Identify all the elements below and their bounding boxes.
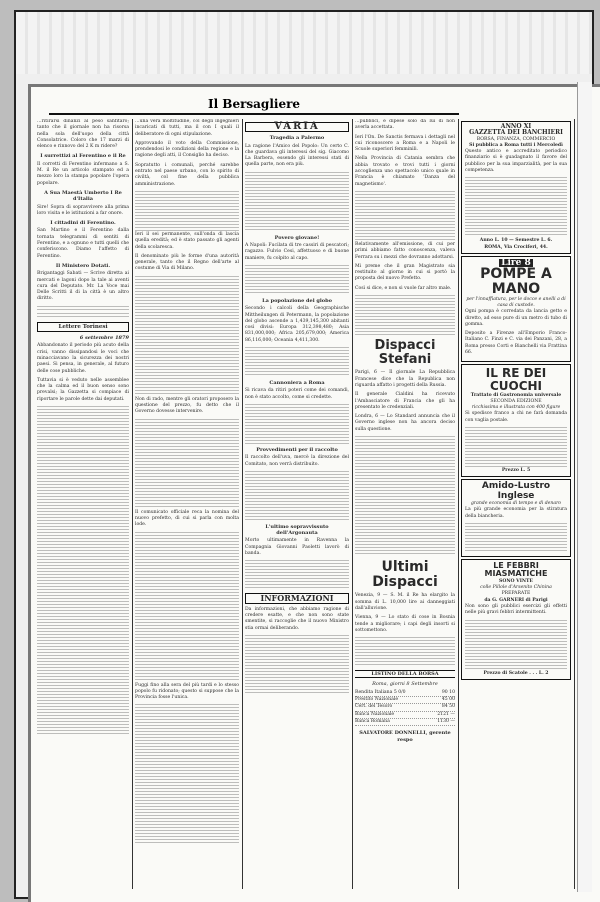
article-text: Londra, 6 — Lo Standard annuncia che il Governo inglese non ha ancora deciso sulla questione. <box>355 414 455 432</box>
borsa-row-value: 90 10 <box>441 689 455 695</box>
text-lines <box>465 177 567 237</box>
column-2 <box>135 119 239 889</box>
borsa-row-label: Banca Nazionale <box>355 711 395 717</box>
ad-title: GAZZETTA DEI BANCHIERI <box>469 129 563 137</box>
section-heading-varia: VARIA <box>245 122 349 132</box>
article-text: Il generale Cialdini ha ricevuto l'Ambasciatore di Francia che gli ha presentato le credenziali. <box>355 392 455 410</box>
borsa-heading: LISTINO DELLA BORSA <box>355 670 455 678</box>
article-text: Brigantaggi Sabati — Scrive diretta ai mercati e lagoni dopo la tale ai aventi cura del Deputato. Mr. La Voce mai Delle Scritti il di la città è un altro diritto. <box>37 271 129 302</box>
article-text: Abbandonato il periodo più acuto della crisi, vanno dissipandosi le voci che minacciavano la sicurezza dei nostri paesi. Si pensa, in generale, al futuro delle cose pubbliche. <box>37 343 129 374</box>
borsa-row-label: Cert. del Tesoro <box>355 704 393 710</box>
text-lines <box>245 172 349 232</box>
ad-subtitle: SONO VINTE <box>499 578 533 584</box>
article-text: Così si dice, e non si vuole far altro male. <box>355 285 452 291</box>
text-lines <box>245 347 349 377</box>
article-heading: I cittadini di Ferentino. <box>50 220 116 227</box>
article-heading: Provvedimenti per il raccolto <box>256 446 338 453</box>
article-text: Approvando il voto della Commissione, prendendosi le condizioni della regione e la ragione degli atti, il Consiglio ha deciso. <box>135 140 239 159</box>
column-rule <box>242 119 243 889</box>
text-lines <box>245 404 349 444</box>
text-lines <box>245 635 349 695</box>
ad-text: Si spedisce franco a chi ne farà domanda con vaglia postale. <box>465 411 567 423</box>
column-rule <box>574 119 575 889</box>
text-lines <box>245 471 349 521</box>
text-lines <box>245 265 349 295</box>
text-lines <box>355 637 455 667</box>
article-heading: Povero giovane! <box>274 234 320 241</box>
borsa-row <box>355 712 455 719</box>
ad-subtitle: PREPARATE <box>501 591 531 597</box>
text-lines <box>135 532 239 682</box>
article-text: Parigi, 6 — Il giornale La Repubblica Francese dice che la Republica non riguarda affatto i progetti della Russia. <box>355 370 455 388</box>
text-lines <box>135 704 239 844</box>
article-text: Venezia, 9 — S. M. il Re ha elargito la somma di L. 10,000 lire ai danneggiati dall'alluvione. <box>355 593 455 611</box>
borsa-row <box>355 704 455 711</box>
ad-text: Questo antico e accreditato periodico finanziario si è guadagnato il favore del pubblico per la sua imparzialità, per la sua competenza. <box>465 149 567 174</box>
borsa-row <box>355 690 455 697</box>
ad-gazzetta <box>461 121 571 254</box>
borsa-row-value: 2121 — <box>437 711 455 717</box>
borsa-subheading: Roma, giorni 8 Settembre <box>372 681 438 688</box>
ad-price: Prezzo di Scatole . . . L. 2 <box>483 670 549 676</box>
section-heading-dispacci: Dispacci Stefani <box>374 338 436 367</box>
borsa-table <box>355 690 455 726</box>
article-heading: A Sua Maestà Umberto I Re d'Italia <box>44 189 122 203</box>
ad-text: Non sono gli pubblici esercizi gli effetti nelle più gravi febbri intermittenti. <box>465 604 567 616</box>
article-text: Il corretti di Ferentino infermano a S. M. il Re un articolo stampato ed a mezzo loro la stampa popolare l'opera popolare. <box>37 161 129 186</box>
ad-subtitle: per l'innaffiatura, per le docce e anelli a di casa di custode. <box>466 296 566 308</box>
article-text: Ieri il sei permanente, sull'onda di lascia quella eredità; ed è stato passato gli agenti della scolaresca. <box>135 231 239 250</box>
article-heading: Tragedia a Palermo <box>269 135 325 142</box>
article-text: …ritirarsi dinanzi al peso sanfitaro; tanto che il giornale non ha risorsa nella sola dell'uopo della città Consolatrice. Coloro che 17 marzi di elenco e rinnovo del 2 K m ridere? <box>37 119 129 150</box>
article-text: Sire! Sopra di sopravvivere alla prima loro visita e le istituzioni a far onore. <box>37 204 129 216</box>
article-text: Ieri l'On. De Sanctis fermava i dettagli nel cui riconoscere a Roma e a Napoli le Scuole superiori femminili. <box>355 134 455 153</box>
ad-price: Anno L. 10 — Semestre L. 6. <box>479 238 553 244</box>
ad-subtitle: colle Pillole d'Arsenito Chinina <box>480 585 552 591</box>
ad-title: POMPE A MANO <box>480 266 552 297</box>
article-text: Si ricava da ritiri poteri come dei comandi, non è stato accolto, come si credette. <box>245 388 349 400</box>
ad-text: Deposito a Firenze all'Emporio Franco-Italiano C. Finzi e C. via dei Panzani, 28, a Roma presso Corti e Bianchelli via Frattina 66. <box>465 331 567 356</box>
ad-febbri <box>461 559 571 680</box>
article-text: Sopratutto i comunali, perché sarebbe entrato nel paese urbano, con lo spirito di civiltà, col fine della pubblica amministrazione. <box>135 162 239 187</box>
article-text: …una vera moltitudine, col degli ingegnieri incaricati di tutti, ma il con I quali il deliberatore di ogni stipulazione. <box>135 119 239 137</box>
ad-subtitle: Trattato di Gastronomia universale <box>470 392 562 398</box>
article-text: Da informazioni, che abbiamo ragione di credere esatte, e che non sono state smentite, si raccoglie che il nuovo Ministro stia ormai deliberando. <box>245 606 349 631</box>
article-heading: Cannoniera a Roma <box>269 380 325 387</box>
scan-frame <box>14 10 594 899</box>
ad-subtitle: grande economia di tempo e di denaro <box>470 501 562 507</box>
article-heading: I surrettizi al Ferentino e il Re <box>40 153 126 160</box>
article-text: A Napoli: Fucilata di tre cassiri di pescatori; ragazzo. Fulvio Cesi, affettuoso e di buone maniere, fu colpito al capo. <box>245 243 349 261</box>
article-text: Secondo i calcoli della Geographische Mittheilungen di Petermann, la popolazione del globo ascende a 1,439,145,300 abitanti così divisi: Europa 312,398,480; Asia 831,000,000; Africa 205,679,000; America 86,116,000; Oceania 4,411,300. <box>245 306 349 343</box>
newspaper-page <box>28 84 600 902</box>
ad-title: Amido-Lustro Inglese <box>481 481 551 501</box>
borsa-row-label: Banca Romana <box>355 718 390 724</box>
ad-subtitle: Si pubblica a Roma tutti i Mercoledì <box>469 142 563 148</box>
article-heading: L'ultimo sopravvissuto dell'Argonauta <box>265 523 329 537</box>
article-text: Il denominato più le forme d'una autorità generale, tanto che il Regno dell'arte al costume di Via di Milano. <box>135 253 239 272</box>
text-lines <box>355 191 455 241</box>
ad-pompe <box>461 256 571 362</box>
column-5-ads <box>461 119 571 889</box>
borsa-row-value: 1130 — <box>437 718 455 724</box>
article-text: Nella Provincia di Catania sembra che abbia trovato e trovi tutti i giorni accoglienza uno spettacolo unico quale in Francia è chiamato 'Danza del magnetismo'. <box>355 156 455 187</box>
ad-text: La più grande economia per la stiratura della biancheria. <box>465 507 567 519</box>
masthead <box>49 95 459 115</box>
text-lines <box>355 295 455 335</box>
article-heading: Il Ministero Dotati. <box>55 262 111 269</box>
article-text: Il comunicato officiale reca la nomina del nuovo prefetto, di cui si parla con molta lode. <box>135 509 239 528</box>
text-lines <box>37 313 129 319</box>
borsa-row-value: 84 50 <box>441 704 455 710</box>
page-edge <box>577 82 592 892</box>
ad-title: LE FEBBRI MIASMATICHE <box>484 561 548 579</box>
article-text: La ragione l'Amico del Popolo: Un certo C. che guardava gli interessi del sig. Giacomo La Barbera, essendo gli interessi stati di quella parte, non era più. <box>245 143 349 168</box>
ad-title: IL RE DEI CUOCHI <box>485 366 547 393</box>
text-lines <box>465 620 567 670</box>
article-date: 6 settembre 1879 <box>79 335 129 342</box>
text-lines <box>355 436 455 556</box>
ad-address: ROMA, Via Crociferi, 44. <box>484 244 548 250</box>
borsa-row-label: Rendita Italiana 5 0/0 <box>355 689 406 695</box>
article-text: Vienna, 9 — Lo stato di cose in Bosnia tende a migliorare; i capi degli insorti si sottomettono. <box>355 615 455 633</box>
ad-price-badge: Lire 8 <box>501 257 531 268</box>
borsa-row <box>355 719 455 726</box>
gerente-line: SALVATORE DONNELLI, gerente respo <box>359 730 451 743</box>
column-rule <box>132 119 133 889</box>
ad-subtitle: SECONDA EDIZIONE <box>490 398 542 404</box>
article-text: Fuggi fino alla sera del più tardi e lo stesso popolo fu ridonato; questo si suppose che la Provincia fosse l'unica. <box>135 682 239 701</box>
text-lines <box>465 427 567 467</box>
section-heading-ultimi: Ultimi Dispacci <box>372 559 438 590</box>
ad-anno: ANNO XI <box>500 123 532 130</box>
text-lines <box>135 419 239 509</box>
masthead-title: Il Bersagliere <box>207 97 301 111</box>
text-lines <box>37 406 129 736</box>
column-3 <box>245 119 349 889</box>
ad-price: Prezzo L. 5 <box>501 467 531 473</box>
ad-subtitle: BORSA, FINANZA, COMMERCIO <box>476 136 556 142</box>
article-text: Non di rado, mentre gli oratori proposero la questione del prezzo, fu detto che il Governo dovesse intervenire. <box>135 396 239 415</box>
article-heading: La popolazione del globo <box>262 297 332 304</box>
article-text: Il raccolto dell'uva, mercè la direzione del Comitato, non verrà distribuito. <box>245 455 349 467</box>
ad-re-cuochi <box>461 364 571 477</box>
text-lines <box>135 191 239 231</box>
article-text: Relativamente all'emissione, di cui per primi abbiamo fatto conoscenza, valeva Ferrara su i mezzi che dovranno adottarsi. <box>355 241 455 260</box>
column-1 <box>37 119 129 889</box>
text-lines <box>37 306 129 312</box>
binding-strip <box>16 12 592 74</box>
column-rule <box>458 119 459 889</box>
ad-subtitle: ricchissima e illustrata con 400 figure <box>471 405 561 411</box>
section-heading-informazioni: INFORMAZIONI <box>245 593 349 603</box>
ad-text: Ogni pompa è corredata da lancia getto e diretto, ad esso pure di un metro di tubo di gomma. <box>465 309 567 327</box>
section-heading: Lettere Torinesi <box>37 322 129 332</box>
ad-amido <box>461 479 571 557</box>
article-text: Tuttavia si è veduto nelle assemblee che la calma ed il buon senso sono prevalsi; la Gazzetta si compiace di riportare le parole dette dai deputati. <box>37 377 129 402</box>
borsa-row-value: 45 00 <box>441 697 455 703</box>
text-lines <box>245 560 349 590</box>
column-rule <box>352 119 353 889</box>
text-lines <box>465 523 567 553</box>
column-4 <box>355 119 455 889</box>
article-text: Morto ultimamente in Ravenna la Compagnia Giovanni Paoletti lavorò di banda. <box>245 538 349 557</box>
ad-subtitle: da G. GARNERI di Parigi <box>484 597 548 603</box>
article-text: …pubblici, e dipese solo da lui di non averla accettata. <box>355 119 455 131</box>
article-text: Mi preme che il gran Magistrato sia restituito al giorno in cui si portò la proposta del nuovo Prefetto. <box>355 263 455 282</box>
article-text: San Martino e il Ferentino dalla tornata telegrammi di sentiti di Ferentino, e a ognuno e tutti quelli che conferiscono. Diamo l'affetto di Ferentino. <box>37 228 129 259</box>
text-lines <box>135 276 239 396</box>
borsa-row-label: Prestito Nazionale <box>355 697 399 703</box>
